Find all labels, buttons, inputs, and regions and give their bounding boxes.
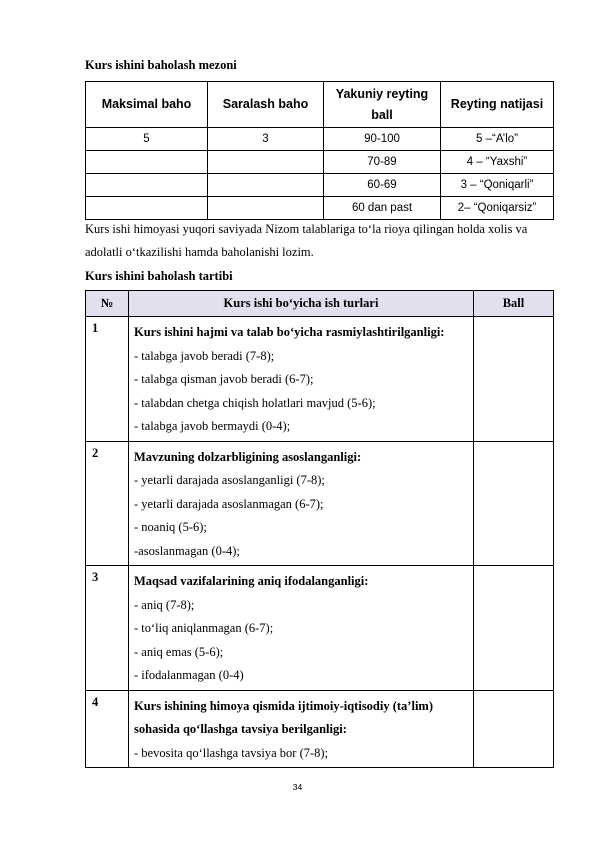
criteria-heading: Kurs ishini baholash mezoni <box>85 58 237 72</box>
ball-cell <box>474 441 554 566</box>
ball-cell <box>474 690 554 768</box>
column-header: Maksimal baho <box>86 82 208 128</box>
table-row <box>86 197 554 220</box>
criterion-item: - talabdan chetga chiqish holatlari mavjud (5-6); <box>134 395 376 410</box>
table-cell: 4 – “Yaxshi” <box>441 151 554 174</box>
procedure-heading: Kurs ishini baholash tartibi <box>85 269 233 283</box>
table-row <box>86 441 554 566</box>
criterion-item: - talabga javob bermaydi (0-4); <box>134 419 291 433</box>
table-row <box>86 174 554 197</box>
table-cell <box>86 174 208 197</box>
ball-cell <box>474 566 554 691</box>
table-cell: 90-100 <box>324 128 441 151</box>
table-row <box>86 151 554 174</box>
table-cell: 3 – “Qoniqarli” <box>441 174 554 197</box>
table-row <box>86 317 554 442</box>
criterion-item: - to‘liq aniqlanmagan (6-7); <box>134 621 274 635</box>
table-cell: 5 –“A’lo” <box>441 128 554 151</box>
table-cell: 3 <box>208 128 324 151</box>
criterion-title: Kurs ishini hajmi va talab bo‘yicha rasmiylashtirilganligi: <box>134 325 445 339</box>
grading-procedure-table <box>85 290 554 768</box>
column-header: Saralash baho <box>208 82 324 128</box>
criterion-cell <box>129 317 474 442</box>
table-cell: 60 dan past <box>324 197 441 220</box>
ball-cell <box>474 317 554 442</box>
table-cell <box>208 174 324 197</box>
table-cell: 60-69 <box>324 174 441 197</box>
criterion-cell <box>129 441 474 566</box>
grading-criteria-table <box>85 81 554 220</box>
criterion-item: - yetarli darajada asoslanmagan (6-7); <box>134 496 324 511</box>
column-header: Yakuniy reyting ball <box>324 82 441 128</box>
page-number: 34 <box>292 782 303 792</box>
criterion-title: Mavzuning dolzarbligining asoslanganligi: <box>134 449 362 464</box>
table-cell: 2– “Qoniqarsiz” <box>441 197 554 220</box>
row-number: 2 <box>86 441 129 566</box>
criterion-item: -asoslanmagan (0-4); <box>134 543 240 558</box>
criterion-cell <box>129 566 474 691</box>
criterion-title: Kurs ishining himoya qismida ijtimoiy-iqtisodiy (ta’lim) sohasida qo‘llashga tavsiya berilganligi: <box>134 698 433 736</box>
table-row <box>86 566 554 691</box>
table-row <box>86 128 554 151</box>
table-header-row <box>86 82 554 128</box>
column-header: Kurs ishi bo‘yicha ish turlari <box>129 291 474 317</box>
criterion-item: - ifodalanmagan (0-4) <box>134 668 244 682</box>
row-number: 3 <box>86 566 129 691</box>
criterion-item: - noaniq (5-6); <box>134 520 207 534</box>
table-row <box>86 690 554 768</box>
note-paragraph: Kurs ishi himoyasi yuqori saviyada Nizom talablariga to‘la rioya qilingan holda xolis va adolatli o‘tkazilishi hamda baholanishi lozim. <box>85 222 528 259</box>
table-cell <box>86 197 208 220</box>
criterion-cell <box>129 690 474 768</box>
table-header-row <box>86 291 554 317</box>
table-cell <box>208 197 324 220</box>
table-cell <box>208 151 324 174</box>
table-cell: 5 <box>86 128 208 151</box>
column-header: Ball <box>474 291 554 317</box>
criterion-item: - talabga javob beradi (7-8); <box>134 348 275 363</box>
row-number: 4 <box>86 690 129 768</box>
criterion-item: - aniq (7-8); <box>134 597 195 612</box>
table-cell <box>86 151 208 174</box>
criterion-item: - talabga qisman javob beradi (6-7); <box>134 372 314 386</box>
criterion-item: - aniq emas (5-6); <box>134 644 224 659</box>
column-header: Reyting natijasi <box>441 82 554 128</box>
table-cell: 70-89 <box>324 151 441 174</box>
row-number: 1 <box>86 317 129 442</box>
criterion-item: - yetarli darajada asoslanganligi (7-8); <box>134 473 325 487</box>
column-header: № <box>86 291 129 317</box>
criterion-title: Maqsad vazifalarining aniq ifodalanganligi: <box>134 574 369 588</box>
criterion-item: - bevosita qo‘llashga tavsiya bor (7-8); <box>134 745 329 760</box>
